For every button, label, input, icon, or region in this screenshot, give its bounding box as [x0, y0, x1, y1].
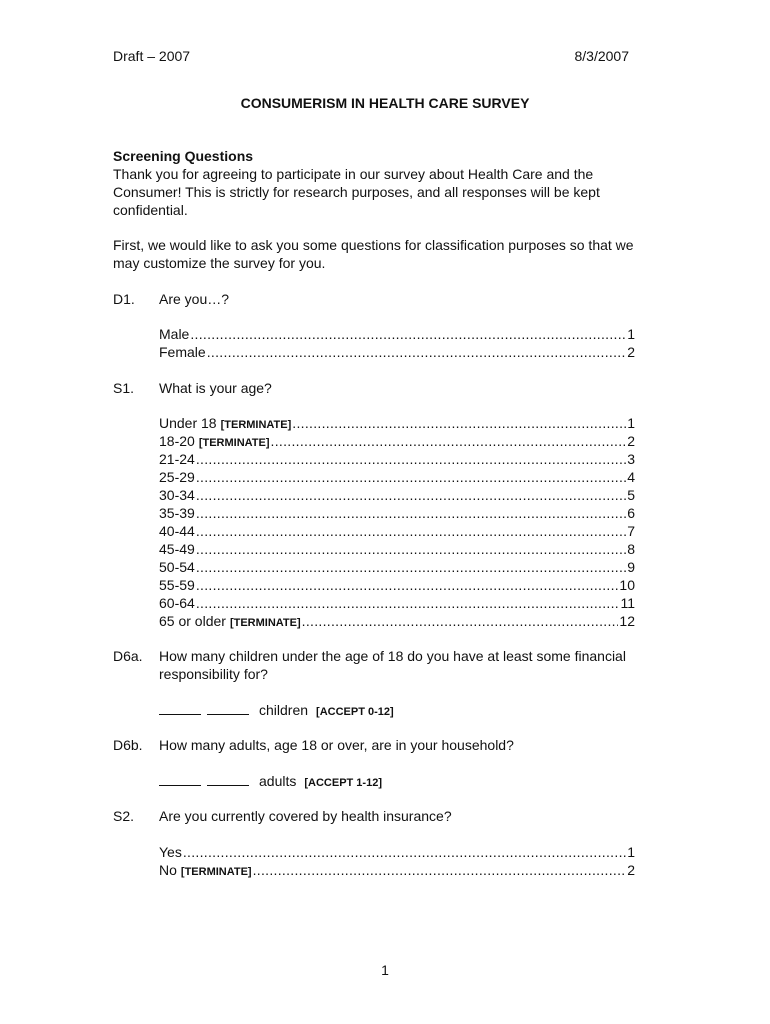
option-code: 7	[627, 523, 635, 539]
option-label: Male	[159, 326, 190, 342]
document-title: CONSUMERISM IN HEALTH CARE SURVEY	[240, 95, 530, 111]
option-row[interactable]	[159, 504, 635, 522]
option-row[interactable]	[159, 468, 635, 486]
d6a-answer	[159, 700, 394, 721]
question-text: Are you currently covered by health insurance?	[159, 808, 452, 824]
option-label: Female	[159, 344, 206, 360]
option-label: Under 18	[159, 415, 217, 431]
question-number: S2.	[113, 808, 135, 824]
option-label: 25-29	[159, 469, 195, 485]
terminate-note: [TERMINATE]	[198, 437, 270, 449]
option-row[interactable]	[159, 594, 635, 612]
intro-paragraph: Thank you for agreeing to participate in our survey about Health Care and the Consumer! This is strictly for research purposes, and all responses will be kept confidential.	[113, 166, 600, 218]
dot-leader	[196, 576, 619, 594]
answer-unit: adults	[259, 773, 297, 789]
option-code: 3	[627, 451, 635, 467]
option-label: 40-44	[159, 523, 195, 539]
option-label: 65 or older	[159, 613, 226, 629]
terminate-note: [TERMINATE]	[180, 866, 252, 878]
option-label: 21-24	[159, 451, 195, 467]
option-code: 4	[627, 469, 635, 485]
answer-unit: children	[259, 702, 309, 718]
dot-leader	[196, 486, 626, 504]
option-row[interactable]	[159, 540, 635, 558]
option-code: 1	[627, 844, 635, 860]
dot-leader	[196, 450, 626, 468]
question-number: S1.	[113, 380, 135, 396]
dot-leader	[253, 861, 627, 879]
header-date: 8/3/2007	[574, 48, 629, 64]
dot-leader	[196, 594, 620, 612]
classification-paragraph-block	[113, 236, 653, 272]
option-label: 60-64	[159, 595, 195, 611]
option-label: 45-49	[159, 541, 195, 557]
option-code: 2	[627, 344, 635, 360]
dot-leader	[190, 325, 626, 343]
dot-leader	[196, 558, 626, 576]
dot-leader	[196, 504, 626, 522]
option-label: No	[159, 862, 177, 878]
option-row[interactable]	[159, 450, 635, 468]
option-row[interactable]	[159, 486, 635, 504]
classification-paragraph: First, we would like to ask you some questions for classification purposes so that we may customize the survey for you.	[113, 237, 634, 271]
question-number: D6a.	[113, 648, 143, 664]
option-code: 2	[627, 862, 635, 878]
question-text: How many adults, age 18 or over, are in your household?	[159, 737, 514, 753]
dot-leader	[183, 843, 626, 861]
option-code: 1	[627, 415, 635, 431]
s1-options	[159, 414, 635, 630]
option-row[interactable]	[159, 414, 635, 432]
option-row[interactable]	[159, 432, 635, 450]
children-blank-1[interactable]	[159, 700, 201, 715]
accept-range: [ACCEPT 1-12]	[304, 777, 382, 789]
option-row[interactable]	[159, 843, 635, 861]
dot-leader	[302, 612, 619, 630]
option-row[interactable]	[159, 343, 635, 361]
dot-leader	[196, 522, 626, 540]
d1-options	[159, 325, 635, 361]
page-number: 1	[381, 962, 389, 978]
option-label: 30-34	[159, 487, 195, 503]
dot-leader	[207, 343, 627, 361]
option-code: 1	[627, 326, 635, 342]
option-code: 8	[627, 541, 635, 557]
option-label: 35-39	[159, 505, 195, 521]
dot-leader	[196, 540, 626, 558]
option-row[interactable]	[159, 576, 635, 594]
dot-leader	[196, 468, 626, 486]
adults-blank-1[interactable]	[159, 771, 201, 786]
option-label: 50-54	[159, 559, 195, 575]
question-text: What is your age?	[159, 380, 272, 396]
children-blank-2[interactable]	[207, 700, 249, 715]
option-row[interactable]	[159, 325, 635, 343]
option-code: 6	[627, 505, 635, 521]
adults-blank-2[interactable]	[207, 771, 249, 786]
option-label: 55-59	[159, 577, 195, 593]
option-code: 9	[627, 559, 635, 575]
question-number: D6b.	[113, 737, 143, 753]
option-row[interactable]	[159, 612, 635, 630]
question-number: D1.	[113, 291, 135, 307]
option-label: Yes	[159, 844, 182, 860]
screening-section	[113, 147, 653, 219]
d6b-answer	[159, 771, 382, 792]
question-text: Are you…?	[159, 291, 230, 307]
terminate-note: [TERMINATE]	[229, 617, 301, 629]
dot-leader	[271, 432, 627, 450]
option-code: 12	[619, 613, 635, 629]
option-code: 11	[620, 595, 635, 611]
option-code: 2	[627, 433, 635, 449]
question-text: How many children under the age of 18 do you have at least some financial responsibility for?	[159, 648, 626, 682]
option-row[interactable]	[159, 522, 635, 540]
accept-range: [ACCEPT 0-12]	[316, 706, 394, 718]
option-row[interactable]	[159, 861, 635, 879]
terminate-note: [TERMINATE]	[220, 419, 292, 431]
option-row[interactable]	[159, 558, 635, 576]
dot-leader	[292, 414, 626, 432]
option-code: 5	[627, 487, 635, 503]
s2-options	[159, 843, 635, 879]
option-label: 18-20	[159, 433, 195, 449]
section-heading: Screening Questions	[113, 148, 254, 164]
header-draft: Draft – 2007	[113, 48, 191, 64]
option-code: 10	[619, 577, 635, 593]
